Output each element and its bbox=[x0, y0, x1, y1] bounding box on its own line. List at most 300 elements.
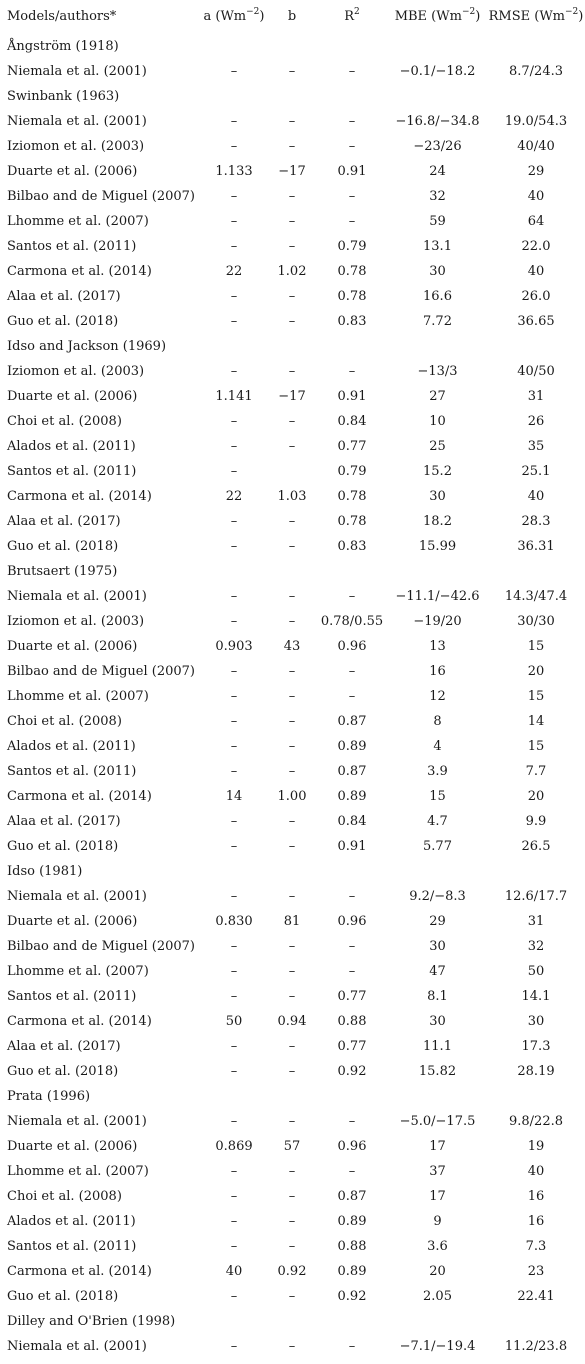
b-cell: – bbox=[288, 189, 296, 204]
author-cell: Guo et al. (2018) bbox=[7, 1289, 119, 1304]
b-cell: – bbox=[288, 614, 296, 629]
mbe-cell: 30 bbox=[429, 264, 446, 279]
mbe-cell: −19/20 bbox=[413, 614, 462, 629]
author-cell: Guo et al. (2018) bbox=[7, 1064, 119, 1079]
r2-cell: 0.78 bbox=[337, 264, 367, 279]
mbe-cell: 17 bbox=[429, 1189, 446, 1204]
mbe-cell: 7.72 bbox=[423, 314, 452, 329]
a-cell: – bbox=[230, 414, 238, 429]
b-cell: – bbox=[288, 1189, 296, 1204]
b-cell: 57 bbox=[283, 1139, 301, 1154]
r2-cell: 0.89 bbox=[337, 739, 367, 754]
author-cell: Niemala et al. (2001) bbox=[7, 1114, 147, 1129]
r2-cell: 0.79 bbox=[337, 239, 367, 254]
r2-cell: 0.79 bbox=[337, 464, 367, 479]
mbe-cell: 59 bbox=[429, 214, 446, 229]
table-row bbox=[0, 434, 585, 459]
r2-cell: 0.87 bbox=[337, 714, 367, 729]
author-cell: Iziomon et al. (2003) bbox=[7, 614, 145, 629]
a-cell: – bbox=[230, 239, 238, 254]
author-cell: Carmona et al. (2014) bbox=[7, 1264, 152, 1279]
rmse-cell: 50 bbox=[527, 964, 545, 979]
rmse-cell: 31 bbox=[527, 389, 545, 404]
author-cell: Bilbao and de Miguel (2007) bbox=[7, 189, 195, 204]
rmse-cell: 26 bbox=[527, 414, 545, 429]
mbe-cell: 16 bbox=[429, 664, 446, 679]
b-cell: – bbox=[288, 1289, 296, 1304]
table-row bbox=[0, 309, 585, 334]
rmse-cell: 11.2/23.8 bbox=[504, 1339, 568, 1354]
r2-cell: 0.89 bbox=[337, 1264, 367, 1279]
r2-cell: – bbox=[348, 689, 356, 704]
rmse-cell: 35 bbox=[527, 439, 545, 454]
a-cell: – bbox=[230, 1189, 238, 1204]
a-cell: – bbox=[230, 1239, 238, 1254]
rmse-cell: 16 bbox=[527, 1189, 545, 1204]
a-cell: – bbox=[230, 1214, 238, 1229]
author-cell: Lhomme et al. (2007) bbox=[7, 1164, 149, 1179]
b-cell bbox=[268, 459, 316, 484]
rmse-cell: 40 bbox=[527, 1164, 545, 1179]
table-row bbox=[0, 134, 585, 159]
a-cell: – bbox=[230, 964, 238, 979]
mbe-cell: 15.82 bbox=[418, 1064, 457, 1079]
mbe-cell: 15.99 bbox=[418, 539, 457, 554]
author-cell: Alaa et al. (2017) bbox=[7, 814, 121, 829]
author-cell: Alaa et al. (2017) bbox=[7, 289, 121, 304]
b-cell: – bbox=[288, 939, 296, 954]
a-cell: – bbox=[230, 139, 238, 154]
b-cell: – bbox=[288, 1239, 296, 1254]
header-a: a $(Wm^{-2})$ bbox=[203, 7, 265, 24]
rmse-cell: 8.7/24.3 bbox=[509, 64, 563, 79]
author-cell: Guo et al. (2018) bbox=[7, 539, 119, 554]
rmse-cell: 9.9 bbox=[525, 814, 547, 829]
b-cell: – bbox=[288, 964, 296, 979]
r2-cell: 0.96 bbox=[337, 1139, 367, 1154]
mbe-cell: −23/26 bbox=[413, 139, 462, 154]
b-cell: – bbox=[288, 739, 296, 754]
a-cell: – bbox=[230, 364, 238, 379]
b-cell: – bbox=[288, 539, 296, 554]
author-cell: Santos et al. (2011) bbox=[7, 1239, 137, 1254]
table-row bbox=[0, 784, 585, 809]
model-group-row bbox=[0, 559, 585, 584]
table-row bbox=[0, 234, 585, 259]
a-cell: – bbox=[230, 714, 238, 729]
author-cell: Carmona et al. (2014) bbox=[7, 1014, 152, 1029]
header-models: Models/authors* bbox=[7, 9, 117, 24]
r2-cell: – bbox=[348, 664, 356, 679]
author-cell: Niemala et al. (2001) bbox=[7, 1339, 147, 1354]
b-cell: – bbox=[288, 989, 296, 1004]
model-group-row bbox=[0, 334, 585, 359]
b-cell: −17 bbox=[278, 164, 306, 179]
mbe-cell: 3.6 bbox=[427, 1239, 448, 1254]
r2-cell: 0.91 bbox=[337, 164, 367, 179]
rmse-cell: 15 bbox=[527, 689, 545, 704]
mbe-cell: 32 bbox=[429, 189, 446, 204]
author-cell: Carmona et al. (2014) bbox=[7, 264, 152, 279]
table-row bbox=[0, 1259, 585, 1284]
r2-cell: 0.84 bbox=[337, 814, 367, 829]
b-cell: – bbox=[288, 764, 296, 779]
header-r2: $R^2$ bbox=[344, 7, 360, 24]
a-cell: – bbox=[230, 1339, 238, 1354]
mbe-cell: 15.2 bbox=[423, 464, 452, 479]
rmse-cell: 17.3 bbox=[521, 1039, 551, 1054]
model-group-row bbox=[0, 1309, 585, 1334]
b-cell: – bbox=[288, 689, 296, 704]
rmse-cell: 22.41 bbox=[517, 1289, 555, 1304]
r2-cell: – bbox=[348, 589, 356, 604]
r2-cell: – bbox=[348, 189, 356, 204]
rmse-cell: 20 bbox=[527, 789, 545, 804]
table-header bbox=[0, 0, 585, 34]
rmse-cell: 7.7 bbox=[525, 764, 547, 779]
table-row bbox=[0, 159, 585, 184]
author-cell: Alados et al. (2011) bbox=[7, 439, 136, 454]
r2-cell: 0.78/0.55 bbox=[320, 614, 384, 629]
author-cell: Santos et al. (2011) bbox=[7, 989, 137, 1004]
a-cell: 40 bbox=[225, 1264, 243, 1279]
table-row bbox=[0, 709, 585, 734]
model-group-row bbox=[0, 1084, 585, 1109]
rmse-cell: 9.8/22.8 bbox=[509, 1114, 563, 1129]
table-row bbox=[0, 1059, 585, 1084]
r2-cell: 0.84 bbox=[337, 414, 367, 429]
r2-cell: – bbox=[348, 364, 356, 379]
b-cell: – bbox=[288, 889, 296, 904]
mbe-cell: 25 bbox=[429, 439, 446, 454]
rmse-cell: 30 bbox=[527, 1014, 545, 1029]
table-row bbox=[0, 1034, 585, 1059]
author-cell: Alados et al. (2011) bbox=[7, 1214, 136, 1229]
rmse-cell: 14.1 bbox=[521, 989, 551, 1004]
r2-cell: – bbox=[348, 1164, 356, 1179]
table-row bbox=[0, 584, 585, 609]
r2-cell: 0.83 bbox=[337, 314, 367, 329]
a-cell: – bbox=[230, 764, 238, 779]
author-cell: Choi et al. (2008) bbox=[7, 1189, 122, 1204]
author-cell: Duarte et al. (2006) bbox=[7, 639, 138, 654]
r2-cell: – bbox=[348, 139, 356, 154]
r2-cell: 0.89 bbox=[337, 789, 367, 804]
mbe-cell: 17 bbox=[429, 1139, 446, 1154]
mbe-cell: 12 bbox=[429, 689, 446, 704]
a-cell: – bbox=[230, 689, 238, 704]
rmse-cell: 28.19 bbox=[517, 1064, 555, 1079]
mbe-cell: 27 bbox=[429, 389, 446, 404]
r2-cell: 0.78 bbox=[337, 514, 367, 529]
rmse-cell: 30/30 bbox=[517, 614, 555, 629]
rmse-cell: 64 bbox=[527, 214, 545, 229]
a-cell: – bbox=[230, 839, 238, 854]
b-cell: 0.94 bbox=[277, 1014, 307, 1029]
b-cell: – bbox=[288, 1114, 296, 1129]
rmse-cell: 14 bbox=[527, 714, 545, 729]
mbe-cell: 30 bbox=[429, 1014, 446, 1029]
r2-cell: 0.91 bbox=[337, 389, 367, 404]
rmse-cell: 25.1 bbox=[521, 464, 551, 479]
a-cell: 0.830 bbox=[215, 914, 253, 929]
author-cell: Duarte et al. (2006) bbox=[7, 914, 138, 929]
table-row bbox=[0, 884, 585, 909]
b-cell: – bbox=[288, 64, 296, 79]
rmse-cell: 28.3 bbox=[521, 514, 551, 529]
mbe-cell: 37 bbox=[429, 1164, 446, 1179]
b-cell: – bbox=[288, 139, 296, 154]
a-cell: – bbox=[230, 214, 238, 229]
table-row bbox=[0, 684, 585, 709]
mbe-cell: −11.1/−42.6 bbox=[395, 589, 480, 604]
b-cell: – bbox=[288, 839, 296, 854]
b-cell: – bbox=[288, 814, 296, 829]
b-cell: – bbox=[288, 314, 296, 329]
table-row bbox=[0, 634, 585, 659]
author-cell: Niemala et al. (2001) bbox=[7, 889, 147, 904]
table-row bbox=[0, 734, 585, 759]
b-cell: 43 bbox=[283, 639, 301, 654]
b-cell: – bbox=[288, 1039, 296, 1054]
a-cell: – bbox=[230, 539, 238, 554]
mbe-cell: −7.1/−19.4 bbox=[399, 1339, 476, 1354]
mbe-cell: 3.9 bbox=[427, 764, 448, 779]
model-name: Ångström (1918) bbox=[7, 39, 119, 54]
r2-cell: – bbox=[348, 1114, 356, 1129]
rmse-cell: 29 bbox=[527, 164, 545, 179]
table-row bbox=[0, 459, 585, 484]
r2-cell: 0.78 bbox=[337, 489, 367, 504]
rmse-cell: 40/50 bbox=[517, 364, 555, 379]
mbe-cell: 16.6 bbox=[423, 289, 452, 304]
b-cell: – bbox=[288, 589, 296, 604]
r2-cell: 0.77 bbox=[337, 989, 367, 1004]
r2-cell: – bbox=[348, 214, 356, 229]
b-cell: – bbox=[288, 114, 296, 129]
rmse-cell: 15 bbox=[527, 639, 545, 654]
rmse-cell: 40/40 bbox=[517, 139, 555, 154]
r2-cell: 0.87 bbox=[337, 764, 367, 779]
table-row bbox=[0, 809, 585, 834]
mbe-cell: −5.0/−17.5 bbox=[399, 1114, 476, 1129]
b-cell: – bbox=[288, 1339, 296, 1354]
b-cell: – bbox=[288, 439, 296, 454]
rmse-cell: 31 bbox=[527, 914, 545, 929]
table-row bbox=[0, 509, 585, 534]
author-cell: Niemala et al. (2001) bbox=[7, 114, 147, 129]
table-row bbox=[0, 1184, 585, 1209]
a-cell: – bbox=[230, 464, 238, 479]
rmse-cell: 40 bbox=[527, 189, 545, 204]
b-cell: 1.03 bbox=[277, 489, 307, 504]
b-cell: 1.00 bbox=[277, 789, 307, 804]
table-row bbox=[0, 1234, 585, 1259]
mbe-cell: 30 bbox=[429, 489, 446, 504]
r2-cell: 0.88 bbox=[337, 1239, 367, 1254]
r2-cell: 0.78 bbox=[337, 289, 367, 304]
table-row bbox=[0, 409, 585, 434]
table-row bbox=[0, 984, 585, 1009]
table-row bbox=[0, 1134, 585, 1159]
model-name: Idso (1981) bbox=[7, 864, 83, 879]
author-cell: Duarte et al. (2006) bbox=[7, 1139, 138, 1154]
model-group-row bbox=[0, 84, 585, 109]
author-cell: Iziomon et al. (2003) bbox=[7, 364, 145, 379]
table-row bbox=[0, 834, 585, 859]
a-cell: – bbox=[230, 64, 238, 79]
a-cell: – bbox=[230, 1164, 238, 1179]
author-cell: Lhomme et al. (2007) bbox=[7, 689, 149, 704]
mbe-cell: 24 bbox=[429, 164, 446, 179]
a-cell: – bbox=[230, 289, 238, 304]
mbe-cell: 10 bbox=[429, 414, 446, 429]
r2-cell: 0.96 bbox=[337, 914, 367, 929]
b-cell: – bbox=[288, 514, 296, 529]
a-cell: – bbox=[230, 514, 238, 529]
table-row bbox=[0, 484, 585, 509]
table-row bbox=[0, 384, 585, 409]
b-cell: −17 bbox=[278, 389, 306, 404]
table-row bbox=[0, 1209, 585, 1234]
mbe-cell: 20 bbox=[429, 1264, 446, 1279]
b-cell: – bbox=[288, 1214, 296, 1229]
a-cell: – bbox=[230, 189, 238, 204]
rmse-cell: 36.31 bbox=[517, 539, 555, 554]
rmse-cell: 16 bbox=[527, 1214, 545, 1229]
table-row bbox=[0, 59, 585, 84]
header-rmse: RMSE $(Wm^{-2})$ bbox=[488, 7, 584, 24]
rmse-cell: 32 bbox=[527, 939, 545, 954]
rmse-cell: 7.3 bbox=[525, 1239, 547, 1254]
model-name: Brutsaert (1975) bbox=[7, 564, 118, 579]
a-cell: – bbox=[230, 314, 238, 329]
model-group-row bbox=[0, 34, 585, 59]
author-cell: Santos et al. (2011) bbox=[7, 464, 137, 479]
a-cell: – bbox=[230, 114, 238, 129]
header-b: b bbox=[287, 9, 297, 24]
author-cell: Santos et al. (2011) bbox=[7, 764, 137, 779]
a-cell: 0.869 bbox=[215, 1139, 253, 1154]
r2-cell: – bbox=[348, 939, 356, 954]
table-row bbox=[0, 209, 585, 234]
table-row bbox=[0, 109, 585, 134]
table-row bbox=[0, 759, 585, 784]
a-cell: – bbox=[230, 1064, 238, 1079]
a-cell: – bbox=[230, 1289, 238, 1304]
b-cell: – bbox=[288, 364, 296, 379]
a-cell: – bbox=[230, 1039, 238, 1054]
rmse-cell: 12.6/17.7 bbox=[504, 889, 568, 904]
b-cell: – bbox=[288, 289, 296, 304]
mbe-cell: 13 bbox=[429, 639, 446, 654]
mbe-cell: 5.77 bbox=[423, 839, 452, 854]
mbe-cell: 11.1 bbox=[423, 1039, 452, 1054]
table-row bbox=[0, 1109, 585, 1134]
author-cell: Guo et al. (2018) bbox=[7, 839, 119, 854]
r2-cell: 0.88 bbox=[337, 1014, 367, 1029]
a-cell: 50 bbox=[225, 1014, 243, 1029]
author-cell: Choi et al. (2008) bbox=[7, 414, 122, 429]
rmse-cell: 40 bbox=[527, 264, 545, 279]
model-group-row bbox=[0, 859, 585, 884]
r2-cell: – bbox=[348, 64, 356, 79]
author-cell: Santos et al. (2011) bbox=[7, 239, 137, 254]
rmse-cell: 36.65 bbox=[517, 314, 555, 329]
mbe-cell: 9.2/−8.3 bbox=[409, 889, 466, 904]
table-row bbox=[0, 1284, 585, 1309]
table-row bbox=[0, 184, 585, 209]
table-row bbox=[0, 959, 585, 984]
a-cell: – bbox=[230, 589, 238, 604]
table-row bbox=[0, 934, 585, 959]
a-cell: – bbox=[230, 739, 238, 754]
mbe-cell: 29 bbox=[429, 914, 446, 929]
b-cell: 1.02 bbox=[277, 264, 307, 279]
mbe-cell: 9 bbox=[433, 1214, 442, 1229]
table-row bbox=[0, 1009, 585, 1034]
table-row bbox=[0, 659, 585, 684]
mbe-cell: −13/3 bbox=[417, 364, 458, 379]
table-row bbox=[0, 359, 585, 384]
author-cell: Lhomme et al. (2007) bbox=[7, 214, 149, 229]
rmse-cell: 19 bbox=[527, 1139, 545, 1154]
mbe-cell: 8 bbox=[433, 714, 442, 729]
r2-cell: 0.77 bbox=[337, 1039, 367, 1054]
b-cell: – bbox=[288, 239, 296, 254]
author-cell: Lhomme et al. (2007) bbox=[7, 964, 149, 979]
r2-cell: 0.96 bbox=[337, 639, 367, 654]
r2-cell: 0.91 bbox=[337, 839, 367, 854]
mbe-cell: 2.05 bbox=[423, 1289, 452, 1304]
mbe-cell: 4.7 bbox=[427, 814, 448, 829]
author-cell: Carmona et al. (2014) bbox=[7, 489, 152, 504]
b-cell: – bbox=[288, 664, 296, 679]
r2-cell: 0.77 bbox=[337, 439, 367, 454]
b-cell: – bbox=[288, 1064, 296, 1079]
mbe-cell: 30 bbox=[429, 939, 446, 954]
rmse-cell: 26.0 bbox=[521, 289, 551, 304]
rmse-cell: 22.0 bbox=[521, 239, 551, 254]
table-row bbox=[0, 609, 585, 634]
a-cell: 0.903 bbox=[215, 639, 253, 654]
rmse-cell: 23 bbox=[527, 1264, 545, 1279]
mbe-cell: 15 bbox=[429, 789, 446, 804]
author-cell: Bilbao and de Miguel (2007) bbox=[7, 939, 195, 954]
author-cell: Duarte et al. (2006) bbox=[7, 389, 138, 404]
r2-cell: – bbox=[348, 964, 356, 979]
r2-cell: 0.92 bbox=[337, 1064, 367, 1079]
table-row bbox=[0, 534, 585, 559]
model-name: Idso and Jackson (1969) bbox=[7, 339, 167, 354]
b-cell: 0.92 bbox=[277, 1264, 307, 1279]
r2-cell: – bbox=[348, 1339, 356, 1354]
a-cell: – bbox=[230, 614, 238, 629]
a-cell: – bbox=[230, 989, 238, 1004]
table-row bbox=[0, 1159, 585, 1184]
a-cell: 22 bbox=[225, 264, 243, 279]
r2-cell: 0.83 bbox=[337, 539, 367, 554]
author-cell: Carmona et al. (2014) bbox=[7, 789, 152, 804]
mbe-cell: −0.1/−18.2 bbox=[399, 64, 476, 79]
b-cell: – bbox=[288, 1164, 296, 1179]
rmse-cell: 40 bbox=[527, 489, 545, 504]
rmse-cell: 20 bbox=[527, 664, 545, 679]
table-row bbox=[0, 284, 585, 309]
r2-cell: 0.92 bbox=[337, 1289, 367, 1304]
author-cell: Bilbao and de Miguel (2007) bbox=[7, 664, 195, 679]
r2-cell: – bbox=[348, 889, 356, 904]
